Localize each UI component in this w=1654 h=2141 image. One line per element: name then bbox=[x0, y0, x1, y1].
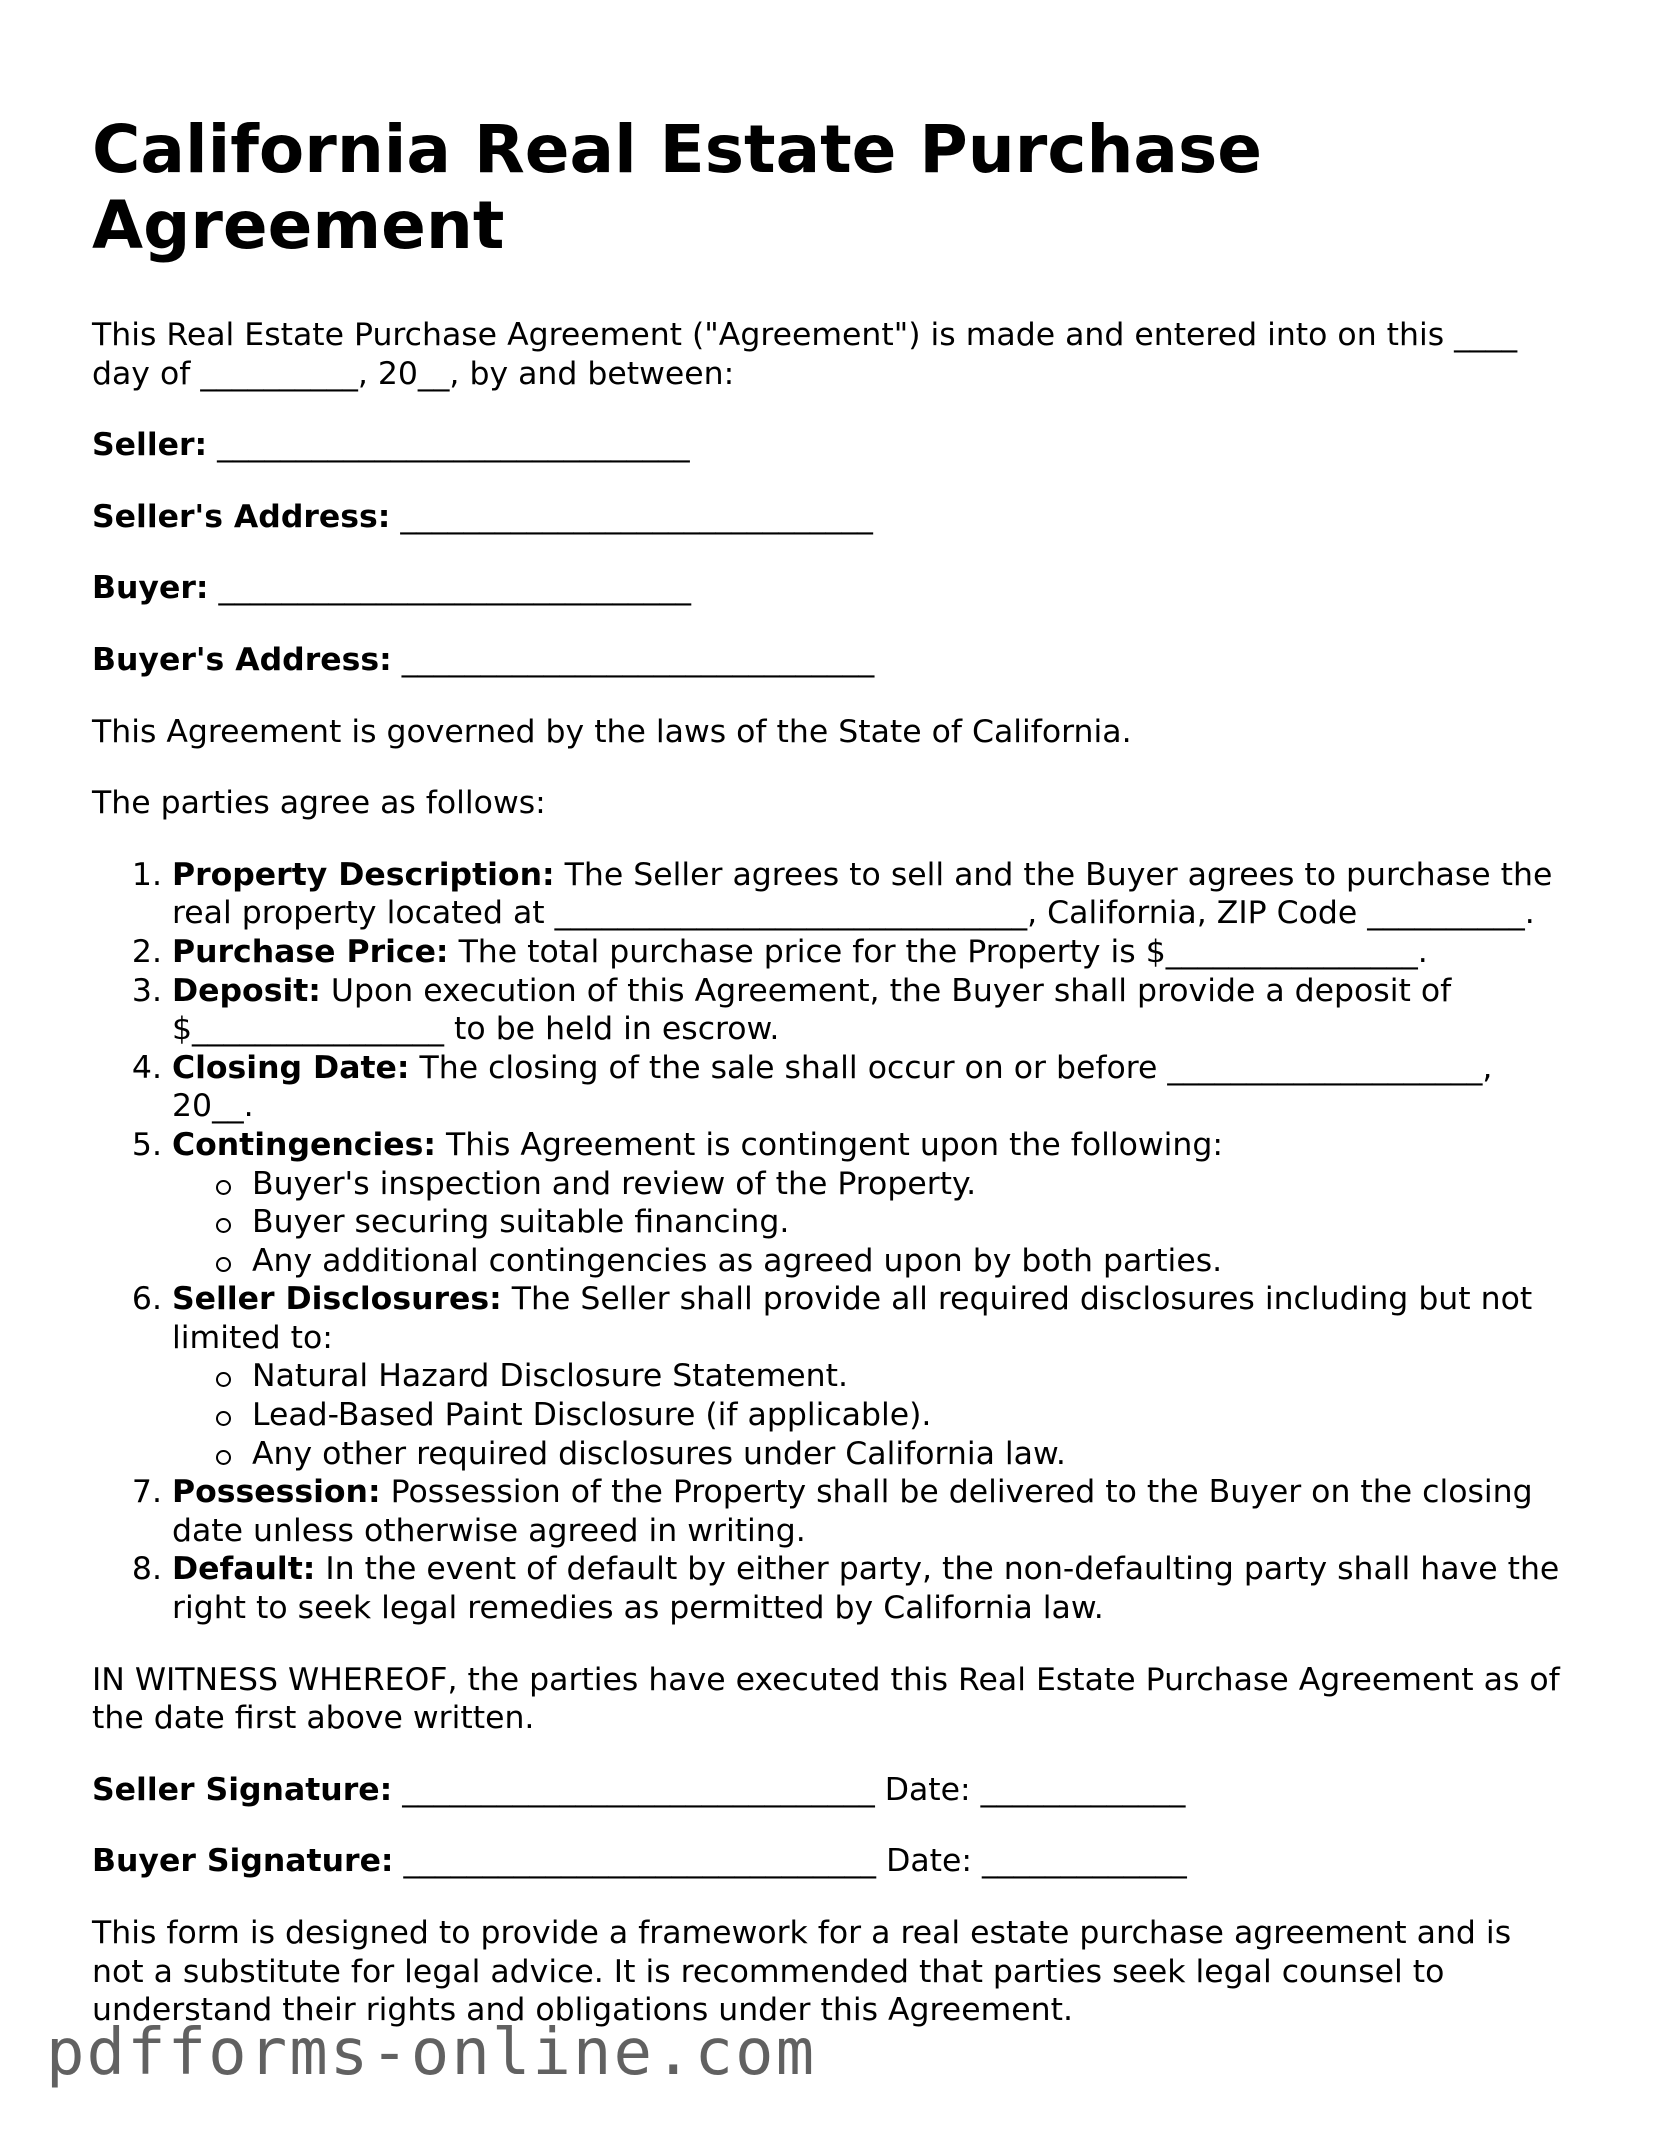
governing-law-paragraph: This Agreement is governed by the laws of the State of California. bbox=[92, 713, 1132, 750]
term-text: This Agreement is contingent upon the following: bbox=[446, 1126, 1223, 1163]
intro-paragraph: This Real Estate Purchase Agreement ("Agreement") is made and entered into on this ____ day of __________, 20__, by and between: bbox=[92, 317, 1518, 392]
term-heading: Possession: bbox=[172, 1474, 381, 1511]
buyer-field bbox=[92, 569, 1572, 608]
seller-signature-line bbox=[92, 1771, 1572, 1810]
term-heading: Property Description: bbox=[172, 856, 555, 893]
buyer-address-field bbox=[92, 641, 1572, 680]
seller-signature-blank: ______________________________ bbox=[402, 1771, 875, 1808]
buyer-label: Buyer: bbox=[92, 570, 209, 607]
term-text: Possession of the Property shall be delivered to the Buyer on the closing date unless otherwise agreed in writing. bbox=[172, 1474, 1533, 1549]
buyer-date-label: Date: bbox=[886, 1843, 972, 1880]
buyer-signature-blank: ______________________________ bbox=[403, 1843, 877, 1880]
seller-address-field bbox=[92, 498, 1572, 537]
disclosures-sublist bbox=[172, 1357, 1572, 1473]
seller-date-blank: _____________ bbox=[980, 1771, 1186, 1808]
term-heading: Seller Disclosures: bbox=[172, 1281, 502, 1318]
seller-blank: ______________________________ bbox=[217, 427, 690, 464]
witness-paragraph: IN WITNESS WHEREOF, the parties have executed this Real Estate Purchase Agreement as of the date first above written. bbox=[92, 1661, 1560, 1737]
term-heading: Closing Date: bbox=[172, 1049, 410, 1086]
buyer-address-blank: ______________________________ bbox=[401, 641, 875, 678]
seller-address-blank: ______________________________ bbox=[400, 498, 873, 535]
term-deposit bbox=[172, 972, 1572, 1049]
seller-signature-label: Seller Signature: bbox=[92, 1771, 393, 1808]
list-item: Buyer's inspection and review of the Property. bbox=[252, 1165, 1572, 1204]
watermark: pdfforms-online.com bbox=[46, 2016, 817, 2090]
term-seller-disclosures bbox=[172, 1280, 1572, 1473]
seller-label: Seller: bbox=[92, 427, 208, 464]
seller-field bbox=[92, 426, 1572, 465]
document-title: California Real Estate Purchase Agreement bbox=[92, 111, 1263, 264]
contingencies-sublist bbox=[172, 1165, 1572, 1281]
term-heading: Contingencies: bbox=[172, 1126, 436, 1163]
disclaimer-paragraph: This form is designed to provide a framework for a real estate purchase agreement and is not a substitute for legal advice. It is recommended that parties seek legal counsel to understand their rights and obligations under this Agreement. bbox=[92, 1915, 1512, 2029]
term-text: Upon execution of this Agreement, the Buyer shall provide a deposit of $________________ to be held in escrow. bbox=[172, 972, 1452, 1048]
term-text: The Seller shall provide all required disclosures including but not limited to: bbox=[172, 1281, 1533, 1356]
term-text: The closing of the sale shall occur on or before ____________________, 20__. bbox=[172, 1049, 1493, 1125]
list-item: Any additional contingencies as agreed upon by both parties. bbox=[252, 1242, 1572, 1281]
term-heading: Deposit: bbox=[172, 972, 321, 1009]
buyer-address-label: Buyer's Address: bbox=[92, 641, 392, 678]
list-item: Lead-Based Paint Disclosure (if applicable). bbox=[252, 1396, 1572, 1435]
term-closing-date bbox=[172, 1049, 1572, 1126]
seller-date-label: Date: bbox=[884, 1771, 971, 1808]
term-heading: Default: bbox=[172, 1551, 316, 1588]
term-property-description bbox=[172, 856, 1572, 933]
term-default bbox=[172, 1550, 1572, 1627]
list-item: Buyer securing suitable financing. bbox=[252, 1203, 1572, 1242]
buyer-signature-line bbox=[92, 1842, 1572, 1881]
list-item: Natural Hazard Disclosure Statement. bbox=[252, 1357, 1572, 1396]
term-contingencies bbox=[172, 1126, 1572, 1280]
list-item: Any other required disclosures under California law. bbox=[252, 1435, 1572, 1474]
term-text: In the event of default by either party, the non-defaulting party shall have the right to seek legal remedies as permitted by California law. bbox=[172, 1551, 1560, 1627]
seller-address-label: Seller's Address: bbox=[92, 498, 391, 535]
terms-list bbox=[92, 856, 1572, 1628]
buyer-signature-label: Buyer Signature: bbox=[92, 1843, 394, 1880]
buyer-blank: ______________________________ bbox=[218, 570, 691, 607]
buyer-date-blank: _____________ bbox=[981, 1843, 1187, 1880]
document-page bbox=[92, 112, 1572, 2063]
term-possession bbox=[172, 1473, 1572, 1550]
agree-paragraph: The parties agree as follows: bbox=[92, 785, 546, 822]
term-purchase-price bbox=[172, 933, 1572, 972]
term-text: The total purchase price for the Property is $________________. bbox=[458, 933, 1428, 970]
term-text: The Seller agrees to sell and the Buyer agrees to purchase the real property located at ______________________________, California, ZIP Code __________. bbox=[172, 856, 1553, 932]
term-heading: Purchase Price: bbox=[172, 933, 449, 970]
